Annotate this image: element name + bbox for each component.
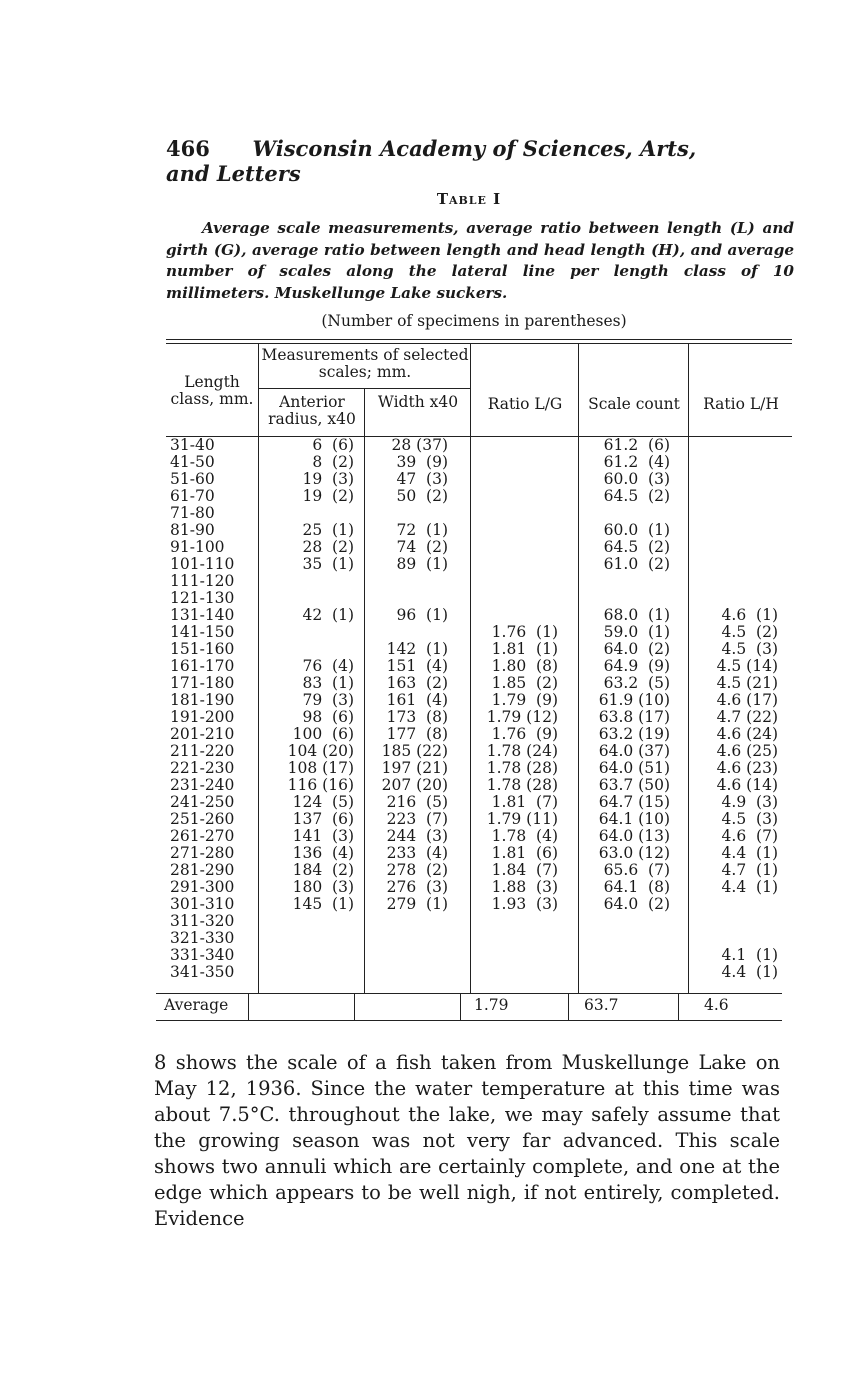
cell-lh: 4.9 (3) (721, 793, 778, 811)
cell-scale (588, 947, 670, 964)
cell-length: 51-60 (170, 470, 215, 488)
cell-lh (700, 488, 778, 505)
cell-width: 216 (5) (386, 793, 448, 811)
cell-length: 231-240 (170, 776, 235, 794)
col-divider-2 (364, 388, 365, 993)
cell-width: 151 (4) (386, 657, 448, 675)
cell-width (370, 947, 448, 964)
cell-scale: 68.0 (1) (603, 606, 670, 624)
cell-lh: 4.5 (21) (716, 674, 778, 692)
cell-anterior: 28 (2) (302, 538, 354, 556)
cell-scale: 60.0 (3) (603, 470, 670, 488)
cell-length: 311-320 (170, 912, 235, 930)
column-scale-count (588, 437, 670, 981)
header-anterior: Anterior radius, x40 (268, 393, 356, 428)
avg-divider-4 (568, 993, 569, 1020)
cell-lg: 1.81 (7) (491, 793, 558, 811)
cell-lg: 1.81 (1) (491, 640, 558, 658)
cell-width: 173 (8) (386, 708, 448, 726)
average-label: Average (164, 996, 229, 1014)
cell-lh (700, 913, 778, 930)
cell-width (370, 505, 448, 522)
cell-anterior: 184 (2) (292, 861, 354, 879)
cell-anterior (264, 964, 354, 981)
cell-width (370, 624, 448, 641)
average-scale-count: 63.7 (584, 996, 619, 1014)
cell-width: 50 (2) (396, 487, 448, 505)
cell-lg: 1.78 (24) (486, 742, 558, 760)
cell-lh (700, 556, 778, 573)
cell-scale: 63.8 (17) (598, 708, 670, 726)
cell-lh: 4.4 (1) (721, 878, 778, 896)
cell-scale: 60.0 (1) (603, 521, 670, 539)
cell-anterior: 100 (6) (292, 725, 354, 743)
cell-lh (700, 930, 778, 947)
cell-width: 223 (7) (386, 810, 448, 828)
cell-lg: 1.88 (3) (491, 878, 558, 896)
cell-lg (480, 505, 558, 522)
body-text: 8 shows the scale of a fish taken from Muskellunge Lake on May 12, 1936. Since the water temperature at this time was about 7.5°C. throughout the lake, we may safely assume that the growing season was not very far advanced. This scale shows two annuli which are certainly complete, and one at the edge which appears to be well nigh, if not entirely, completed. Evidence (154, 1051, 780, 1230)
cell-width: 96 (1) (396, 606, 448, 624)
cell-width (370, 573, 448, 590)
cell-length: 181-190 (170, 691, 235, 709)
table-caption (166, 218, 794, 304)
cell-length: 331-340 (170, 946, 235, 964)
cell-lg (480, 573, 558, 590)
cell-length: 111-120 (170, 572, 235, 590)
cell-scale: 64.1 (8) (603, 878, 670, 896)
table-note: (Number of specimens in parentheses) (321, 312, 627, 330)
cell-anterior: 42 (1) (302, 606, 354, 624)
cell-width (370, 964, 448, 981)
cell-width: 197 (21) (381, 759, 448, 777)
cell-width: 276 (3) (386, 878, 448, 896)
cell-length: 281-290 (170, 861, 235, 879)
cell-length: 91-100 (170, 538, 225, 556)
cell-anterior: 76 (4) (302, 657, 354, 675)
cell-width: 72 (1) (396, 521, 448, 539)
cell-anterior: 136 (4) (292, 844, 354, 862)
cell-lg (480, 607, 558, 624)
cell-length: 321-330 (170, 929, 235, 947)
table-bottom-rule (156, 1020, 782, 1021)
cell-length: 221-230 (170, 759, 235, 777)
cell-width: 74 (2) (396, 538, 448, 556)
average-ratio-lh: 4.6 (704, 996, 729, 1014)
cell-anterior (264, 913, 354, 930)
cell-anterior (264, 947, 354, 964)
cell-length: 251-260 (170, 810, 235, 828)
cell-lg (480, 437, 558, 454)
body-paragraph (154, 1050, 780, 1232)
cell-width: 177 (8) (386, 725, 448, 743)
cell-lg (480, 590, 558, 607)
cell-anterior (264, 505, 354, 522)
cell-scale: 61.2 (4) (603, 453, 670, 471)
cell-lh: 4.6 (17) (716, 691, 778, 709)
avg-divider-1 (248, 993, 249, 1020)
cell-scale: 63.0 (12) (598, 844, 670, 862)
cell-width: 161 (4) (386, 691, 448, 709)
cell-lg (480, 913, 558, 930)
cell-anterior: 19 (3) (302, 470, 354, 488)
cell-scale (588, 590, 670, 607)
column-ratio-lh (700, 437, 778, 981)
cell-length: 141-150 (170, 623, 235, 641)
table-top-rule-2 (166, 343, 792, 344)
cell-scale: 64.0 (2) (603, 895, 670, 913)
avg-divider-3 (460, 993, 461, 1020)
cell-lh: 4.1 (1) (721, 946, 778, 964)
cell-lg (480, 964, 558, 981)
cell-length: 41-50 (170, 453, 215, 471)
cell-lg: 1.85 (2) (491, 674, 558, 692)
cell-lh: 4.7 (1) (721, 861, 778, 879)
cell-scale: 61.9 (10) (598, 691, 670, 709)
average-top-rule (156, 993, 782, 994)
cell-length: 191-200 (170, 708, 235, 726)
cell-lh: 4.4 (1) (721, 844, 778, 862)
table-caption-text: Average scale measurements, average ratio between length (L) and girth (G), average ratio between length and head length (H), and average number of scales along the lateral line per length class of 10 millimeters. Muskellunge Lake suckers. (166, 219, 794, 302)
cell-anterior: 145 (1) (292, 895, 354, 913)
cell-lh (700, 539, 778, 556)
cell-scale: 61.2 (6) (603, 436, 670, 454)
cell-lg (480, 556, 558, 573)
cell-lg: 1.78 (28) (486, 759, 558, 777)
cell-width: 142 (1) (386, 640, 448, 658)
cell-lg: 1.93 (3) (491, 895, 558, 913)
cell-scale: 64.5 (2) (603, 487, 670, 505)
cell-length: 211-220 (170, 742, 235, 760)
page-number: 466 (166, 136, 210, 161)
cell-width: 185 (22) (381, 742, 448, 760)
cell-lh (700, 522, 778, 539)
header-ratio-lg: Ratio L/G (487, 395, 563, 413)
cell-lg: 1.76 (1) (491, 623, 558, 641)
running-header (166, 136, 726, 186)
column-anterior-radius (264, 437, 354, 981)
cell-anterior (264, 930, 354, 947)
cell-length: 291-300 (170, 878, 235, 896)
cell-anterior: 25 (1) (302, 521, 354, 539)
cell-scale (588, 930, 670, 947)
table-top-rule (166, 339, 792, 340)
cell-scale: 61.0 (2) (603, 555, 670, 573)
cell-lh (700, 590, 778, 607)
cell-lg: 1.79 (12) (486, 708, 558, 726)
cell-length: 81-90 (170, 521, 215, 539)
cell-scale: 64.0 (51) (598, 759, 670, 777)
cell-width: 28 (37) (391, 436, 448, 454)
cell-lh: 4.6 (1) (721, 606, 778, 624)
header-scale-count: Scale count (588, 395, 680, 413)
cell-lg (480, 930, 558, 947)
cell-anterior: 19 (2) (302, 487, 354, 505)
cell-length: 61-70 (170, 487, 215, 505)
cell-lh (700, 471, 778, 488)
cell-scale (588, 505, 670, 522)
cell-width: 163 (2) (386, 674, 448, 692)
cell-lh: 4.6 (14) (716, 776, 778, 794)
cell-anterior: 141 (3) (292, 827, 354, 845)
avg-divider-5 (678, 993, 679, 1020)
cell-anterior: 98 (6) (302, 708, 354, 726)
cell-lh: 4.5 (3) (721, 810, 778, 828)
cell-lh (700, 505, 778, 522)
cell-width: 233 (4) (386, 844, 448, 862)
cell-lg (480, 471, 558, 488)
cell-length: 301-310 (170, 895, 235, 913)
cell-width: 89 (1) (396, 555, 448, 573)
cell-length: 121-130 (170, 589, 235, 607)
cell-length: 271-280 (170, 844, 235, 862)
cell-lg (480, 488, 558, 505)
cell-scale: 64.0 (37) (598, 742, 670, 760)
cell-length: 241-250 (170, 793, 235, 811)
avg-divider-2 (354, 993, 355, 1020)
cell-scale: 64.9 (9) (603, 657, 670, 675)
cell-lh: 4.5 (14) (716, 657, 778, 675)
col-divider-1 (258, 343, 259, 993)
cell-scale (588, 964, 670, 981)
cell-lh (700, 896, 778, 913)
cell-lg: 1.84 (7) (491, 861, 558, 879)
cell-length: 101-110 (170, 555, 235, 573)
cell-lh: 4.6 (25) (716, 742, 778, 760)
column-ratio-lg (480, 437, 558, 981)
cell-width: 207 (20) (381, 776, 448, 794)
cell-scale: 65.6 (7) (603, 861, 670, 879)
cell-anterior: 116 (16) (287, 776, 354, 794)
header-ratio-lh: Ratio L/H (703, 395, 779, 413)
cell-length: 71-80 (170, 504, 215, 522)
cell-length: 131-140 (170, 606, 235, 624)
cell-scale: 63.7 (50) (598, 776, 670, 794)
cell-anterior (264, 590, 354, 607)
cell-anterior: 104 (20) (287, 742, 354, 760)
cell-anterior: 124 (5) (292, 793, 354, 811)
cell-length: 341-350 (170, 963, 235, 981)
cell-scale: 63.2 (19) (598, 725, 670, 743)
cell-scale (588, 913, 670, 930)
cell-scale: 64.5 (2) (603, 538, 670, 556)
cell-lg (480, 454, 558, 471)
cell-scale (588, 573, 670, 590)
running-title: Wisconsin Academy of Sciences, Arts, and Letters (166, 136, 697, 186)
cell-lg (480, 522, 558, 539)
cell-anterior (264, 641, 354, 658)
cell-anterior (264, 573, 354, 590)
cell-lh: 4.6 (24) (716, 725, 778, 743)
cell-lg: 1.79 (11) (486, 810, 558, 828)
cell-anterior: 83 (1) (302, 674, 354, 692)
cell-width: 244 (3) (386, 827, 448, 845)
cell-width (370, 930, 448, 947)
cell-lh: 4.7 (22) (716, 708, 778, 726)
cell-length: 161-170 (170, 657, 235, 675)
cell-lg (480, 539, 558, 556)
average-ratio-lg: 1.79 (474, 996, 509, 1014)
table-title: Table I (436, 190, 502, 208)
column-length (170, 437, 234, 981)
cell-width: 47 (3) (396, 470, 448, 488)
cell-scale: 63.2 (5) (603, 674, 670, 692)
cell-width: 39 (9) (396, 453, 448, 471)
header-width: Width x40 (377, 393, 459, 411)
cell-scale: 59.0 (1) (603, 623, 670, 641)
cell-lh: 4.4 (1) (721, 963, 778, 981)
cell-length: 151-160 (170, 640, 235, 658)
col-divider-3 (470, 343, 471, 993)
cell-length: 171-180 (170, 674, 235, 692)
cell-scale: 64.0 (2) (603, 640, 670, 658)
cell-length: 261-270 (170, 827, 235, 845)
cell-anterior: 35 (1) (302, 555, 354, 573)
cell-lh: 4.5 (2) (721, 623, 778, 641)
cell-scale: 64.0 (13) (598, 827, 670, 845)
cell-lg: 1.78 (4) (491, 827, 558, 845)
cell-anterior: 8 (2) (312, 453, 354, 471)
cell-width: 279 (1) (386, 895, 448, 913)
cell-lh (700, 437, 778, 454)
cell-lh: 4.6 (7) (721, 827, 778, 845)
cell-lg: 1.79 (9) (491, 691, 558, 709)
header-bottom-rule (166, 436, 792, 437)
cell-lh: 4.5 (3) (721, 640, 778, 658)
cell-width (370, 590, 448, 607)
cell-lh: 4.6 (23) (716, 759, 778, 777)
cell-anterior: 79 (3) (302, 691, 354, 709)
cell-lg: 1.81 (6) (491, 844, 558, 862)
col-divider-5 (688, 343, 689, 993)
header-measurements: Measurements of selected scales; mm. (261, 346, 469, 381)
column-width (370, 437, 448, 981)
cell-anterior (264, 624, 354, 641)
cell-length: 201-210 (170, 725, 235, 743)
cell-scale: 64.7 (15) (598, 793, 670, 811)
cell-anterior: 180 (3) (292, 878, 354, 896)
cell-lh (700, 454, 778, 471)
cell-anterior: 108 (17) (287, 759, 354, 777)
cell-lg (480, 947, 558, 964)
col-divider-4 (578, 343, 579, 993)
cell-length: 31-40 (170, 436, 215, 454)
cell-lh (700, 573, 778, 590)
cell-anterior: 137 (6) (292, 810, 354, 828)
cell-width (370, 913, 448, 930)
cell-anterior: 6 (6) (312, 436, 354, 454)
header-length: Length class, mm. (170, 373, 254, 408)
cell-lg: 1.78 (28) (486, 776, 558, 794)
cell-scale: 64.1 (10) (598, 810, 670, 828)
cell-width: 278 (2) (386, 861, 448, 879)
cell-lg: 1.76 (9) (491, 725, 558, 743)
cell-lg: 1.80 (8) (491, 657, 558, 675)
